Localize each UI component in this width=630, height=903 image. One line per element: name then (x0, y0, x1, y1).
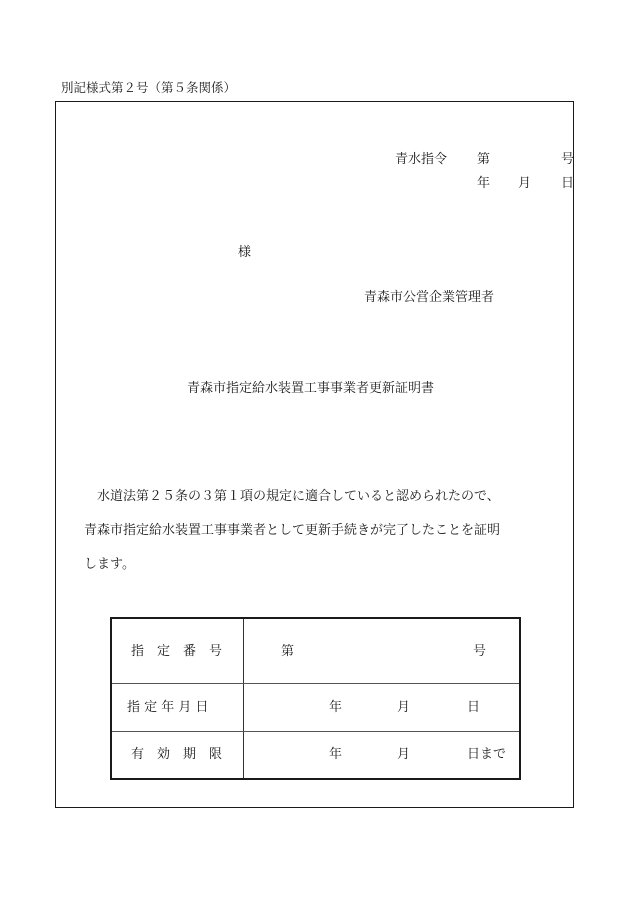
addressee-suffix: 様 (238, 245, 252, 260)
header-day: 日 (561, 176, 575, 191)
designation-number-prefix: 第 (281, 644, 295, 659)
body-line: 青森市指定給水装置工事事業者として更新手続きが完了したことを証明 (84, 523, 501, 538)
certificate-body (84, 480, 554, 582)
validity-day-until: 日まで (467, 747, 507, 762)
body-line: します。 (84, 557, 135, 572)
issuer-prefix: 青水指令 (395, 152, 448, 167)
table-row-divider (112, 683, 519, 684)
validity-year: 年 (329, 747, 343, 762)
body-line: 水道法第２５条の３第１項の規定に適合していると認められたので、 (97, 489, 500, 504)
designation-date-year: 年 (329, 700, 343, 715)
table-column-divider (243, 619, 244, 778)
validity-month: 月 (397, 747, 411, 762)
designation-date-day: 日 (467, 700, 481, 715)
table-row-divider (112, 731, 519, 732)
number-suffix: 号 (561, 152, 575, 167)
label-validity-period: 有 効 期 限 (131, 747, 223, 762)
label-designation-date: 指 定 年 月 日 (127, 700, 209, 715)
header-year: 年 (477, 176, 491, 191)
document-title: 青森市指定給水装置工事事業者更新証明書 (187, 381, 435, 396)
label-designation-number: 指 定 番 号 (131, 644, 223, 659)
form-label: 別記様式第２号（第５条関係） (61, 80, 237, 95)
designation-number-suffix: 号 (473, 644, 487, 659)
designation-table (110, 617, 521, 780)
header-month: 月 (518, 176, 532, 191)
designation-date-month: 月 (397, 700, 411, 715)
number-prefix: 第 (477, 152, 491, 167)
issuer-name: 青森市公営企業管理者 (364, 290, 495, 305)
